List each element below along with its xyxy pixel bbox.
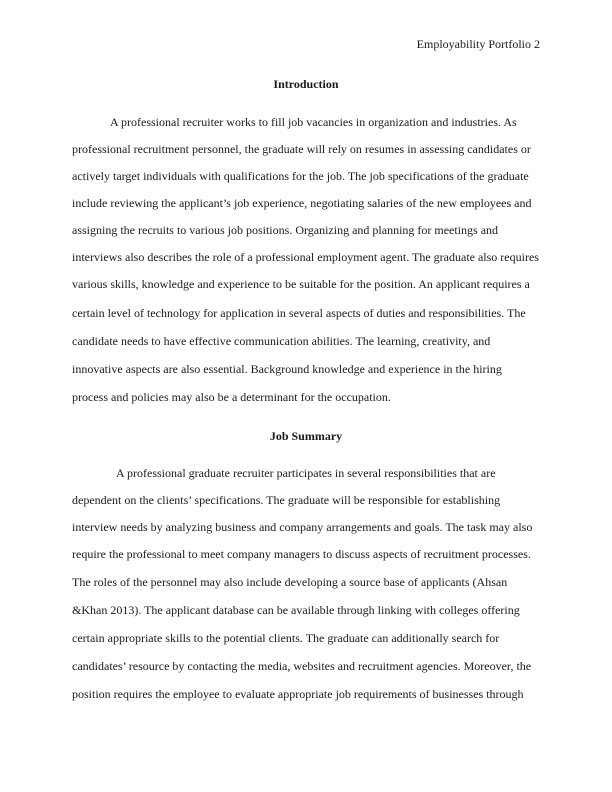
paragraph-line: The roles of the personnel may also include developing a source base of applicants (Ahsan	[72, 575, 508, 589]
paragraph-line: innovative aspects are also essential. Background knowledge and experience in the hiring	[72, 362, 502, 376]
paragraph-line: A professional recruiter works to fill job vacancies in organization and industries. As	[110, 115, 517, 129]
paragraph-line: dependent on the clients’ specifications. The graduate will be responsible for establishing	[72, 493, 501, 507]
section-heading-introduction: Introduction	[273, 77, 339, 91]
paragraph-line: actively target individuals with qualifications for the job. The job specifications of the graduate	[72, 169, 529, 183]
paragraph-line: require the professional to meet company managers to discuss aspects of recruitment processes.	[72, 547, 531, 561]
paragraph-line: include reviewing the applicant’s job experience, negotiating salaries of the new employees and	[72, 196, 532, 210]
paragraph-line: &Khan 2013). The applicant database can be available through linking with colleges offering	[72, 603, 520, 617]
paragraph-line: interview needs by analyzing business and company arrangements and goals. The task may also	[72, 520, 533, 534]
section-heading-job-summary: Job Summary	[269, 429, 343, 443]
paragraph-line: candidate needs to have effective communication abilities. The learning, creativity, and	[72, 334, 491, 348]
paragraph-line: various skills, knowledge and experience to be suitable for the position. An applicant requires a	[72, 277, 530, 291]
paragraph-line: certain appropriate skills to the potential clients. The graduate can additionally search for	[72, 631, 500, 645]
paragraph-line: professional recruitment personnel, the graduate will rely on resumes in assessing candidates or	[72, 142, 531, 156]
running-head: Employability Portfolio 2	[416, 37, 540, 51]
paragraph-line: A professional graduate recruiter participates in several responsibilities that are	[116, 466, 496, 480]
paragraph-line: process and policies may also be a determinant for the occupation.	[72, 390, 391, 404]
paragraph-line: position requires the employee to evaluate appropriate job requirements of businesses through	[72, 687, 524, 701]
paragraph-line: assigning the recruits to various job positions. Organizing and planning for meetings and	[72, 223, 499, 237]
paragraph-line: certain level of technology for application in several aspects of duties and responsibilities. The	[72, 306, 526, 320]
paragraph-line: candidates’ resource by contacting the media, websites and recruitment agencies. Moreover, the	[72, 659, 532, 673]
paragraph-line: interviews also describes the role of a professional employment agent. The graduate also requires	[72, 250, 539, 264]
